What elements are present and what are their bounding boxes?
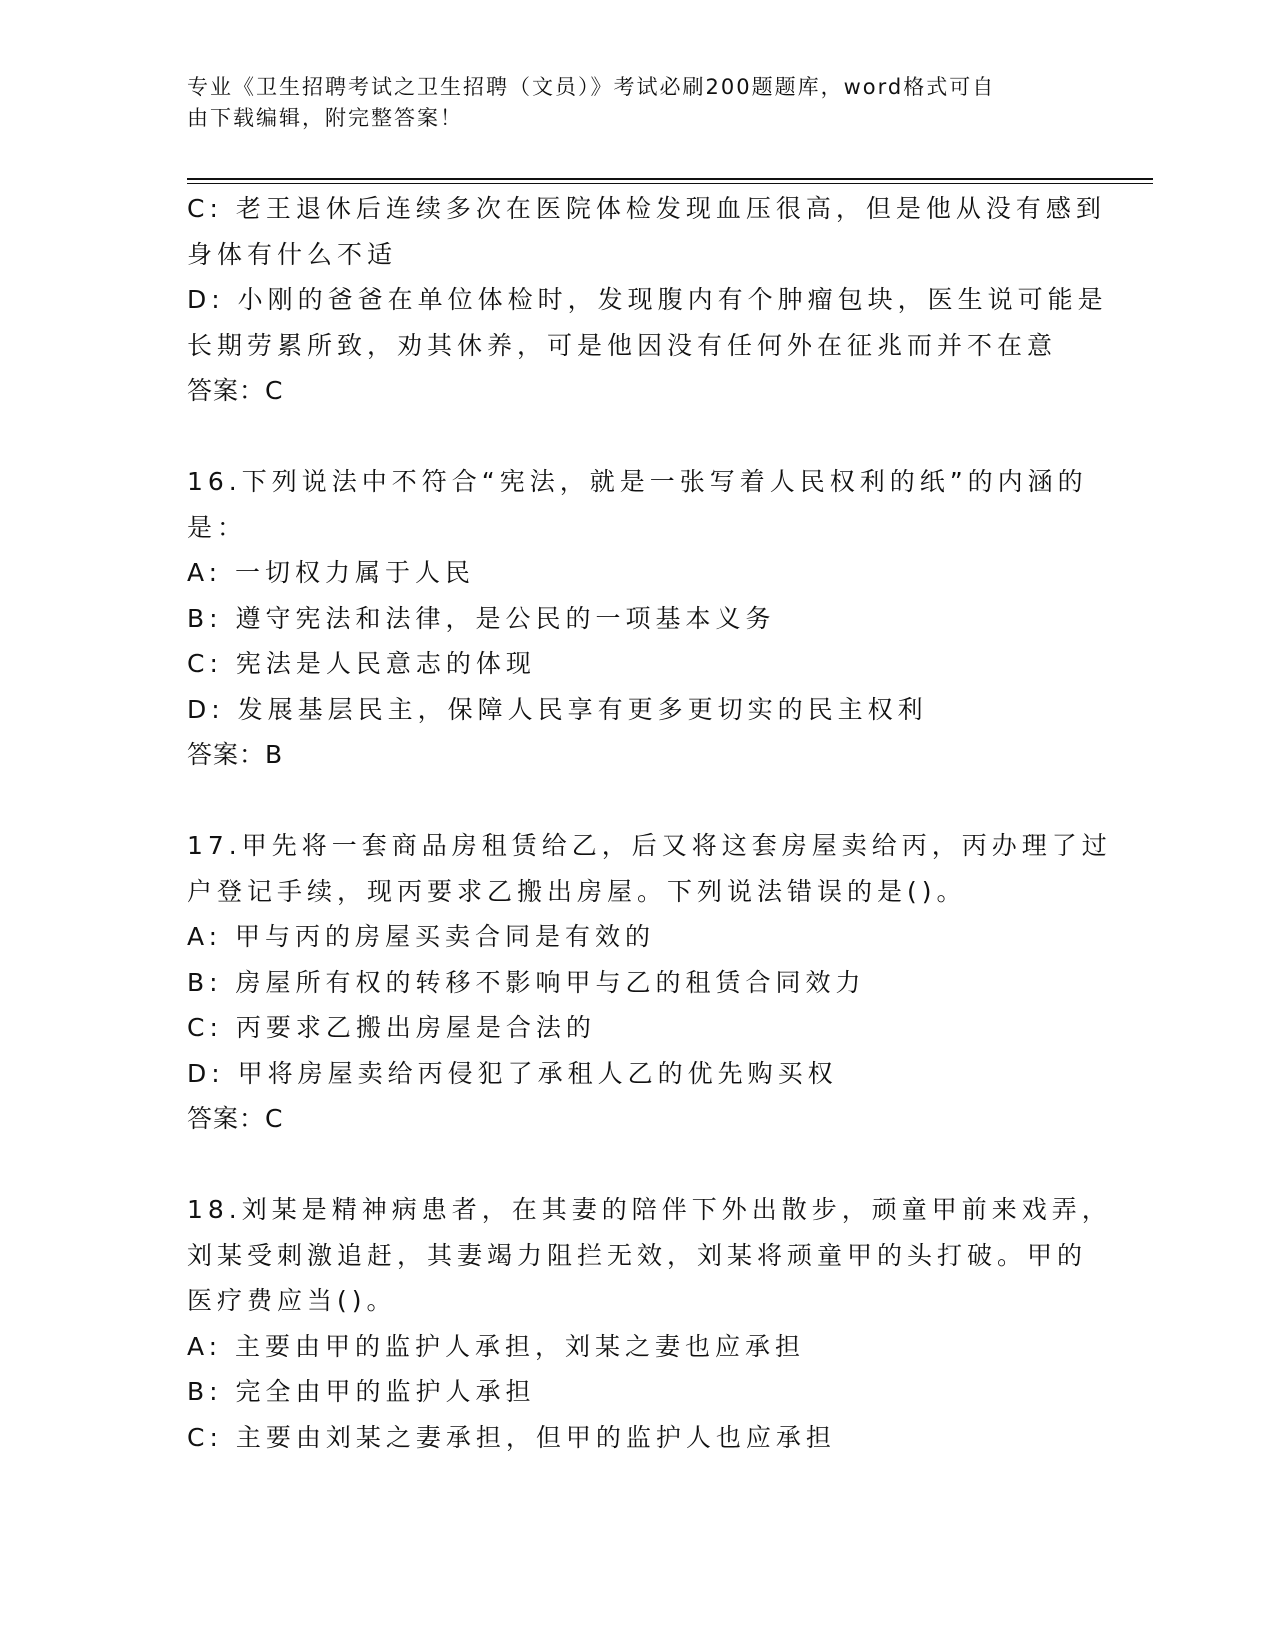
- answer: 答案：C: [187, 1104, 284, 1133]
- option-c: C: 丙要求乙搬出房屋是合法的: [187, 1013, 596, 1042]
- option-c-line-2: 身体有什么不适: [187, 239, 398, 269]
- question-stem-line-1: 17.甲先将一套商品房租赁给乙，后又将这套房屋卖给丙，丙办理了过: [187, 831, 1112, 860]
- option-a: A: 一切权力属于人民: [187, 558, 476, 587]
- spacer: [187, 778, 1087, 824]
- question-stem-line-2: 户登记手续，现丙要求乙搬出房屋。下列说法错误的是()。: [187, 876, 967, 906]
- option-d: D: 甲将房屋卖给丙侵犯了承租人乙的优先购买权: [187, 1058, 838, 1088]
- answer: 答案：B: [187, 740, 284, 769]
- option-d-line-2: 长期劳累所致，劝其休养，可是他因没有任何外在征兆而并不在意: [187, 330, 1058, 360]
- header-line-1: 专业《卫生招聘考试之卫生招聘（文员）》考试必刷200题题库，word格式可自: [187, 75, 996, 99]
- question-stem-line-2: 是：: [187, 512, 248, 542]
- previous-question: [187, 186, 1108, 414]
- question-stem-line-1: 18.刘某是精神病患者，在其妻的陪伴下外出散步，顽童甲前来戏弄，: [187, 1195, 1112, 1224]
- header-line-2: 由下载编辑，附完整答案！: [187, 106, 463, 130]
- question-stem-line-2: 刘某受刺激追赶，其妻竭力阻拦无效，刘某将顽童甲的头打破。甲的: [187, 1240, 1088, 1270]
- question-18: [187, 1187, 1112, 1460]
- option-b: B: 房屋所有权的转移不影响甲与乙的租赁合同效力: [187, 967, 866, 997]
- option-d-line-1: D: 小刚的爸爸在单位体检时，发现腹内有个肿瘤包块，医生说可能是: [187, 285, 1108, 314]
- option-b: B: 完全由甲的监护人承担: [187, 1377, 536, 1406]
- answer: 答案：C: [187, 376, 284, 405]
- question-16: [187, 459, 1087, 778]
- header-rule-thin: [187, 183, 1153, 184]
- header-rule-thick: [187, 178, 1153, 180]
- option-a: A: 主要由甲的监护人承担，刘某之妻也应承担: [187, 1331, 806, 1361]
- question-stem-line-3: 医疗费应当()。: [187, 1286, 397, 1315]
- option-c: C: 主要由刘某之妻承担，但甲的监护人也应承担: [187, 1422, 836, 1452]
- spacer: [187, 1142, 1087, 1188]
- option-b: B: 遵守宪法和法律，是公民的一项基本义务: [187, 603, 776, 633]
- document-header: [187, 72, 1087, 134]
- question-17: [187, 823, 1112, 1142]
- option-d: D: 发展基层民主，保障人民享有更多更切实的民主权利: [187, 694, 928, 724]
- spacer: [187, 414, 1087, 460]
- option-c: C: 宪法是人民意志的体现: [187, 649, 536, 678]
- option-c-line-1: C: 老王退休后连续多次在医院体检发现血压很高，但是他从没有感到: [187, 194, 1106, 223]
- question-content: [187, 186, 1112, 1460]
- question-stem-line-1: 16.下列说法中不符合“宪法，就是一张写着人民权利的纸”的内涵的: [187, 467, 1088, 496]
- option-a: A: 甲与丙的房屋买卖合同是有效的: [187, 922, 656, 951]
